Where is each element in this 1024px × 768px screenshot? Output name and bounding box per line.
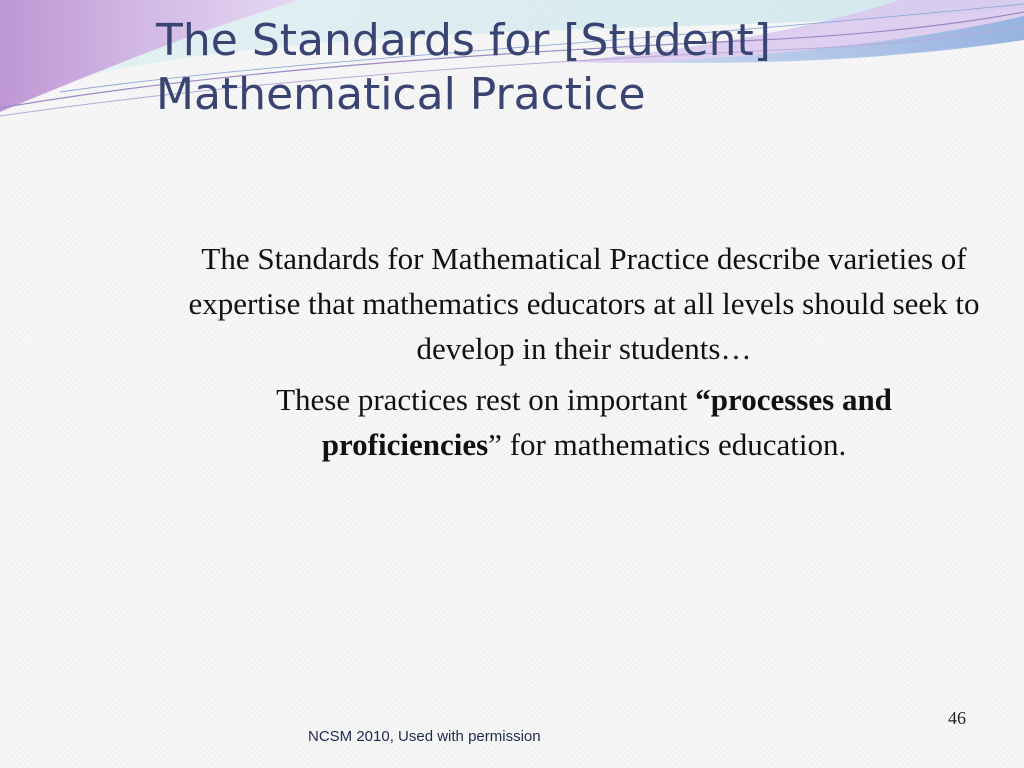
slide-title-line-2: Mathematical Practice — [156, 69, 646, 120]
footer-attribution: NCSM 2010, Used with permission — [308, 728, 541, 745]
body-paragraph-1: The Standards for Mathematical Practice describe varieties of expertise that mathematics educators at all levels should seek to develop in their students… — [188, 241, 980, 366]
paragraph-2-suffix: for mathematics education. — [501, 427, 847, 462]
slide-title — [156, 14, 916, 122]
slide-body — [166, 236, 1002, 473]
emphasis-proficiencies: proficiencies — [321, 427, 489, 462]
paragraph-2-prefix: These practices rest on important — [276, 382, 696, 417]
close-quote: ” — [488, 427, 502, 462]
open-quote: “ — [695, 382, 711, 417]
emphasis-processes-and: processes and — [710, 382, 892, 417]
slide-number: 46 — [948, 708, 966, 728]
slide-title-line-1: The Standards for [Student] — [156, 15, 771, 66]
body-paragraph-2 — [166, 377, 1002, 467]
